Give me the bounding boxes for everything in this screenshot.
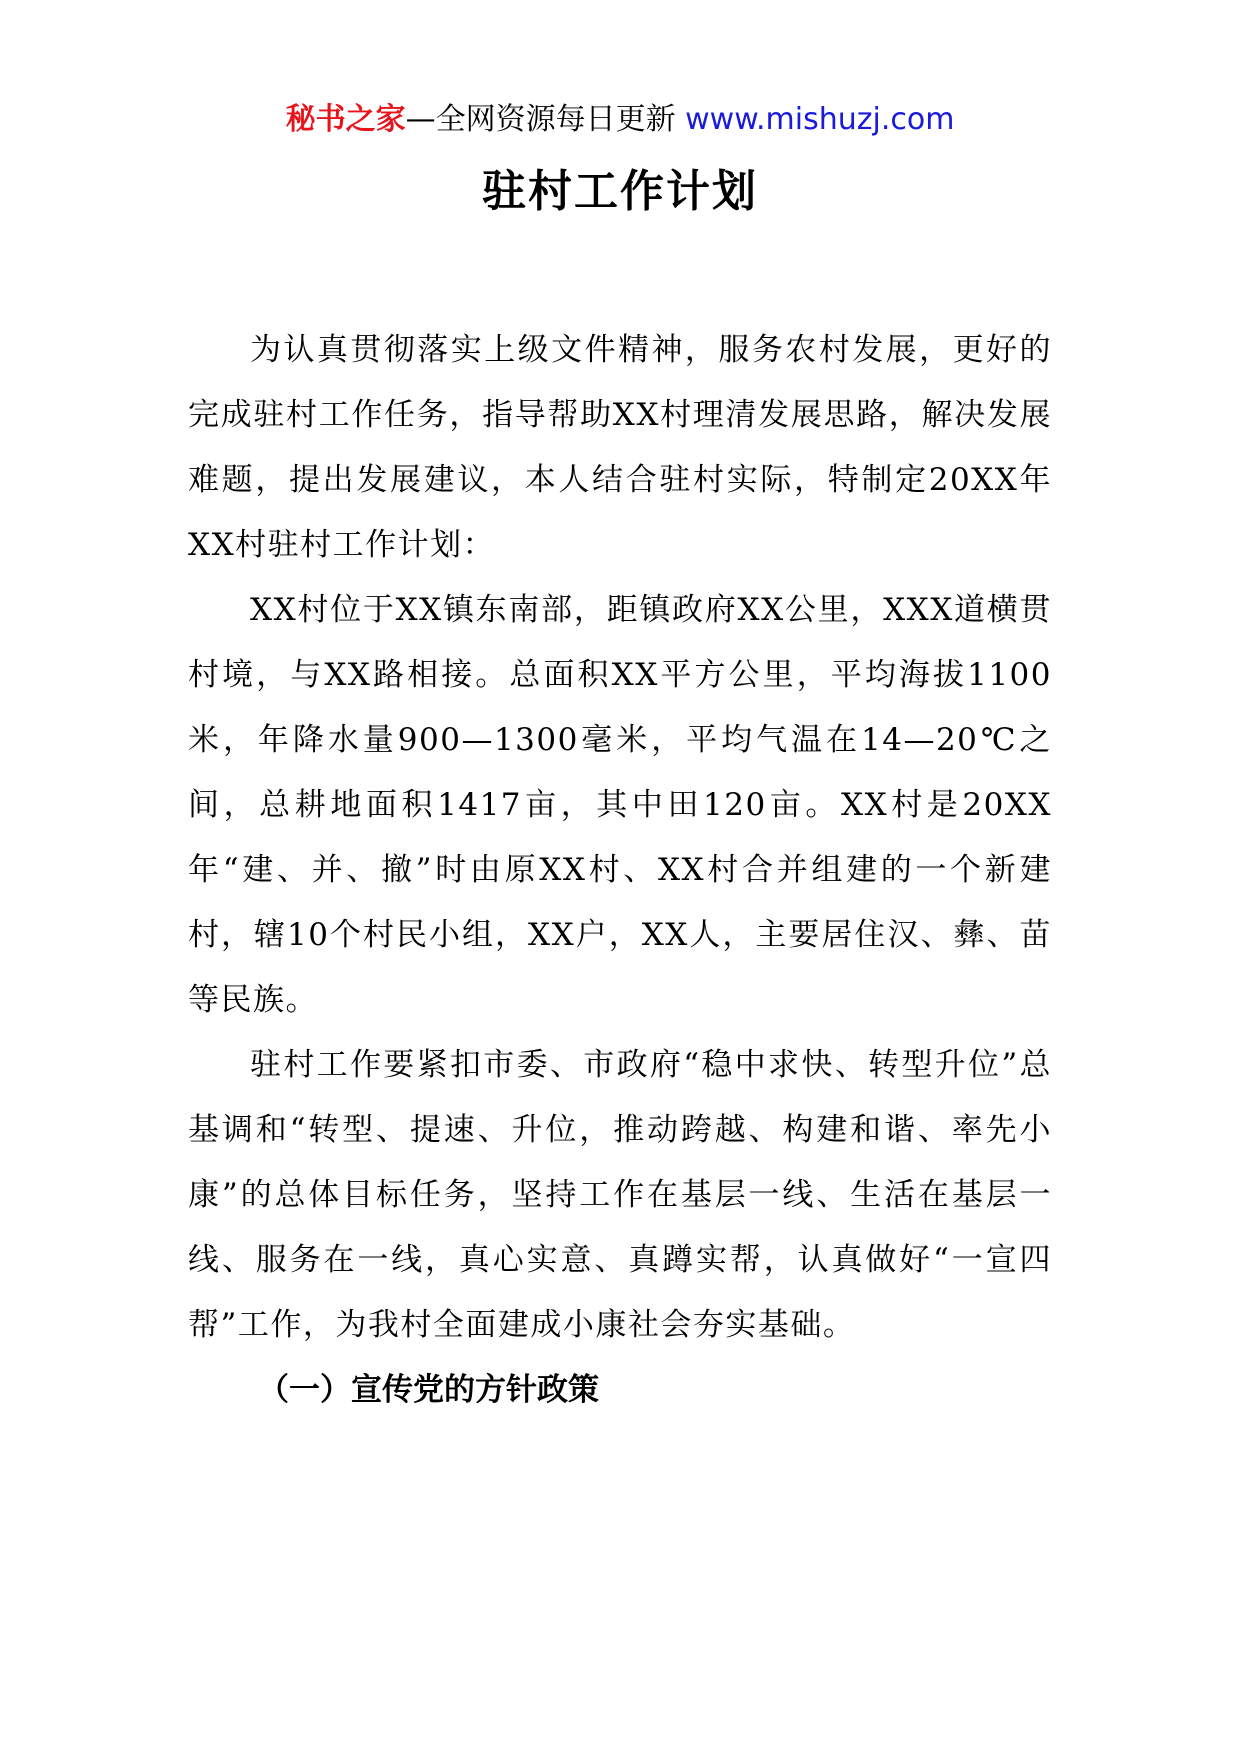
site-header xyxy=(0,100,1240,140)
site-tagline: —全网资源每日更新 xyxy=(405,102,686,137)
site-brand: 秘书之家 xyxy=(285,102,406,137)
section-heading: （一）宣传党的方针政策 xyxy=(258,1372,599,1408)
document-body xyxy=(188,318,1052,1423)
paragraph-village-overview: XX村位于XX镇东南部，距镇政府XX公里，XXX道横贯村境，与XX路相接。总面积XX平方公里，平均海拔1100米，年降水量900—1300毫米，平均气温在14—20℃之间，总耕地面积1417亩，其中田120亩。XX村是20XX年“建、并、撤”时由原XX村、XX村合并组建的一个新建村，辖10个村民小组，XX户，XX人，主要居住汉、彝、苗等民族。 xyxy=(188,592,1052,1018)
paragraph-intro: 为认真贯彻落实上级文件精神，服务农村发展，更好的完成驻村工作任务，指导帮助XX村理清发展思路，解决发展难题，提出发展建议，本人结合驻村实际，特制定20XX年XX村驻村工作计划： xyxy=(188,332,1052,563)
paragraph-work-goals: 驻村工作要紧扣市委、市政府“稳中求快、转型升位”总基调和“转型、提速、升位，推动跨越、构建和谐、率先小康”的总体目标任务，坚持工作在基层一线、生活在基层一线、服务在一线，真心实意、真蹲实帮，认真做好“一宣四帮”工作，为我村全面建成小康社会夯实基础。 xyxy=(188,1047,1052,1343)
site-url-link[interactable]: www.mishuzj.com xyxy=(685,102,955,137)
document-title: 驻村工作计划 xyxy=(482,166,758,217)
